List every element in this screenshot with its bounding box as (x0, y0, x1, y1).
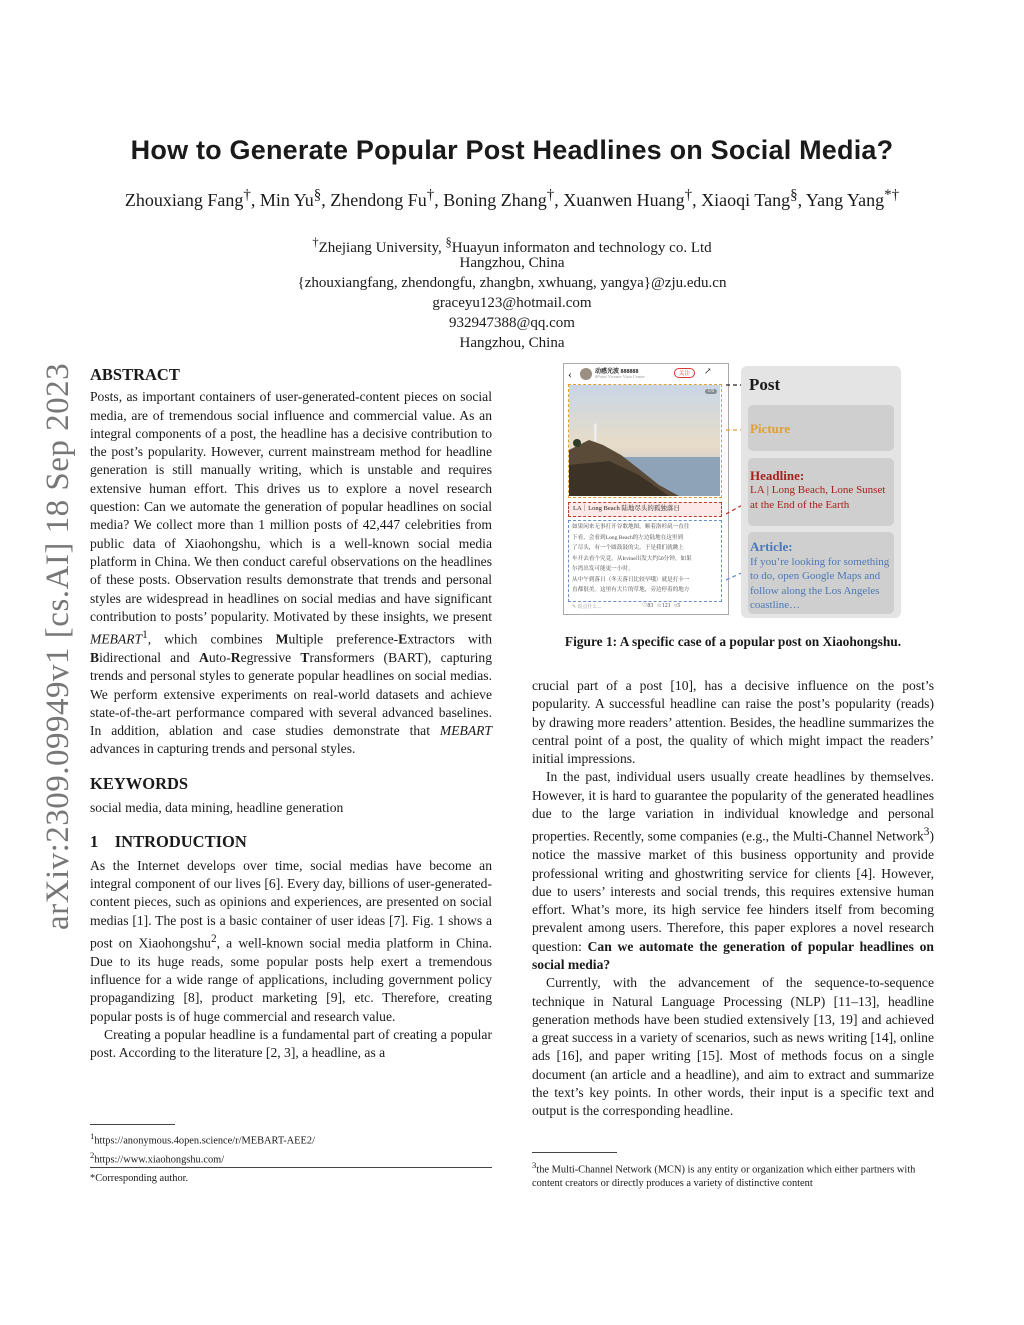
share-icon: ↗ (704, 366, 712, 376)
headline-box (748, 458, 894, 526)
headline-text: LA | Long Beach, Lone Sunset at the End of the Earth (750, 484, 886, 511)
affiliation-line: †Zhejiang University, §Huayun informaton and technology co. Ltd (312, 235, 712, 256)
intro-paragraph-5: Currently, with the advancement of the sequence-to-sequence technique in Natural Language Processing (NLP) [11–13], headline generation methods have been studied extensively [13, 19] and achieved a great success in a variety of scenarios, such as news writing [14], online ads [16], and paper writing [15]. Most of methods focus on a single document (an article and a headline), and aim to extract and summarize the text’s key points. In other words, their input is a specific text and output is the corresponding headline. (532, 975, 934, 1119)
article-text: If you’re looking for something to do, open Google Maps and follow along the Los Angeles coastline… (750, 555, 890, 611)
article-block (750, 540, 892, 613)
left-column (90, 366, 492, 1062)
paper-title: How to Generate Popular Post Headlines on Social Media? (130, 135, 894, 165)
email-zju: {zhouxiangfang, zhendongfu, zhangbn, xwhuang, yangya}@zju.edu.cn (297, 275, 727, 291)
right-column (532, 677, 934, 1121)
keywords-text: social media, data mining, headline generation (90, 800, 344, 816)
intro-paragraph-2: Creating a popular headline is a fundamental part of creating a popular post. According to the literature [2, 3], a headline, as a (90, 1026, 492, 1061)
phone-stats: ♡83 ☆121 ○5 (642, 603, 681, 609)
footnote-rule (90, 1124, 175, 1125)
affiliation-city-2: Hangzhou, China (459, 335, 565, 351)
user-location: #Point Vicente Vista Center (595, 374, 645, 379)
author: Zhouxiang Fang† (124, 187, 251, 210)
intro-heading: 1 INTRODUCTION (90, 832, 247, 852)
corresponding-author: *Corresponding author. (90, 1173, 189, 1184)
abstract-heading: ABSTRACT (90, 365, 180, 384)
phone-headline: LA｜Long Beach 陆地尽头的孤独落日 (568, 502, 722, 517)
author: Yang Yang*† (805, 187, 900, 210)
footnotes-left (90, 1129, 492, 1168)
page-badge: 1/6 (705, 389, 717, 394)
headline-block (750, 468, 892, 513)
footnote-2: $^2$https://www.xiaohongshu.com/ (90, 1150, 225, 1166)
picture-label: Picture (750, 421, 791, 436)
phone-screenshot (563, 363, 729, 615)
author: Boning Zhang† (443, 187, 555, 210)
intro-paragraph-1: As the Internet develops over time, social medias have become an integral component of our lives [6]. Every day, billions of user-generated-content pieces, such as opinions and experiences, are presented on social medias [1]. The post is a basic container of user ideas [7]. Fig. 1 shows a post on Xiaohongshu$^2$, a well-known social media platform in China. Due to its huge reads, some popular posts help exert a tremendous influence for a wide range of applications, including government policy propagandizing [8], product marketing [9], etc. Therefore, creating popular posts is of huge commercial and research value. (90, 857, 492, 1024)
article-box (748, 532, 894, 614)
corresponding-rule (90, 1167, 492, 1168)
affiliation-city: Hangzhou, China (459, 255, 565, 271)
heart-icon: ♡ (642, 603, 648, 609)
footnote-rule-right (532, 1152, 617, 1153)
abstract-text: Posts, as important containers of user-generated-content pieces on social media, are of tremendous social influence and commercial value. As an integral components of a post, the headline has a decisive contribution to the post’s popularity. However, current mainstream method for headline generation is still manually writing, which is unstable and requires extensive human effort. This drives us to explore a novel research question: Can we automate the generation of popular headlines on social media? We collect more than 1 million posts of 42,447 celebrities from public data of Xiaohongshu, which is a well-known social media platform in China. We then conduct careful observations on the headlines of these posts. Observation results demonstrate that trends and personal styles are widespread in headlines on social medias and have significant contribution to posts’ popularity. Motivated by these insights, we present MEBART$^1$, which combines Multiple preference-Extractors with Bidirectional and Auto-Regressive Transformers (BART), capturing trends and personal styles to generate popular headlines on social medias. We perform extensive experiments on real-world datasets and achieve state-of-the-art performance compared with several advanced baselines. In addition, ablation and case studies demonstrate that MEBART advances in capturing trends and personal styles. (90, 389, 492, 757)
comment-icon: ○ (673, 603, 678, 609)
author: Zhendong Fu† (330, 187, 435, 210)
picture-area (568, 384, 722, 498)
email-hotmail: graceyu123@hotmail.com (432, 295, 592, 311)
author-list: Zhouxiang Fang†, Min Yu§, Zhendong Fu†, Boning Zhang†, Xuanwen Huang†, Xiaoqi Tang§, Yang Yang*† (124, 187, 900, 210)
figure-legend-panel (741, 366, 901, 618)
author: Min Yu§ (259, 187, 322, 210)
headline-label: Headline: (750, 468, 805, 483)
avatar (580, 368, 592, 380)
back-icon: ‹ (568, 367, 572, 381)
figure-caption: Figure 1: A specific case of a popular post on Xiaohongshu. (564, 634, 902, 649)
follow-button: 关注 (674, 368, 695, 378)
user-name: 动感光波 888888 (595, 369, 639, 375)
keywords-heading: KEYWORDS (90, 773, 189, 793)
author: Xuanwen Huang† (563, 187, 693, 210)
author: Xiaoqi Tang§ (701, 187, 798, 210)
picture-box (748, 405, 894, 451)
phone-article: 如果闲来无事打开谷歌地图，顺着洛杉矶一直往 下看，会看到Long Beach的左边陆地在这里到 了尽头，有一个圆鼓鼓的尖。于是我们就跳上 车开去看个究竟，从Irvine出发大约50分钟，如果 尔湾出发可能更一小时。 从中午到落日（冬天落日比较早哦）就是打卡一 直都很美。这里有大片的草地，旁边停着的地方 (568, 520, 722, 602)
footnote-3: $^3$the Multi-Channel Network (MCN) is any entity or organization which either partners with content creators or directly produces a variety of distinctive content (532, 1160, 916, 1190)
arxiv-stamp: arXiv:2309.09949v1 [cs.AI] 18 Sep 2023 (40, 362, 76, 930)
star-icon: ☆ (656, 603, 662, 609)
email-qq: 932947388@qq.com (449, 315, 575, 331)
footnote-1: $^1$https://anonymous.4open.science/r/MEBART-AEE2/ (90, 1131, 315, 1147)
sunset-photo (569, 385, 720, 496)
comment-input: ✎ 说点什么... (572, 605, 602, 610)
intro-paragraph-3: crucial part of a post [10], has a decisive influence on the post’s popularity. A successful headline can raise the post’s popularity (reads) by drawing more readers’ attention. Besides, the headline summarizes the central point of a post, the quality of which might impact the readers’ initial impressions. (532, 678, 934, 767)
article-label: Article: (750, 539, 793, 554)
intro-paragraph-4: In the past, individual users usually create headlines by themselves. However, it is hard to guarantee the popularity of the generated headlines due to the large variation in individual knowledge and personal properties. Recently, some companies (e.g., the Multi-Channel Network$^3$) notice the massive market of this business opportunity and provide professional writing and ghostwriting service for clients [4]. However, due to users’ interests and social trends, this requires extensive human effort. What’s more, its high service fee hinders itself from becoming prevalent among users. Therefore, this paper explores a novel research question: Can we automate the generation of popular headlines on social media? (532, 769, 934, 972)
post-label: Post (749, 375, 781, 394)
